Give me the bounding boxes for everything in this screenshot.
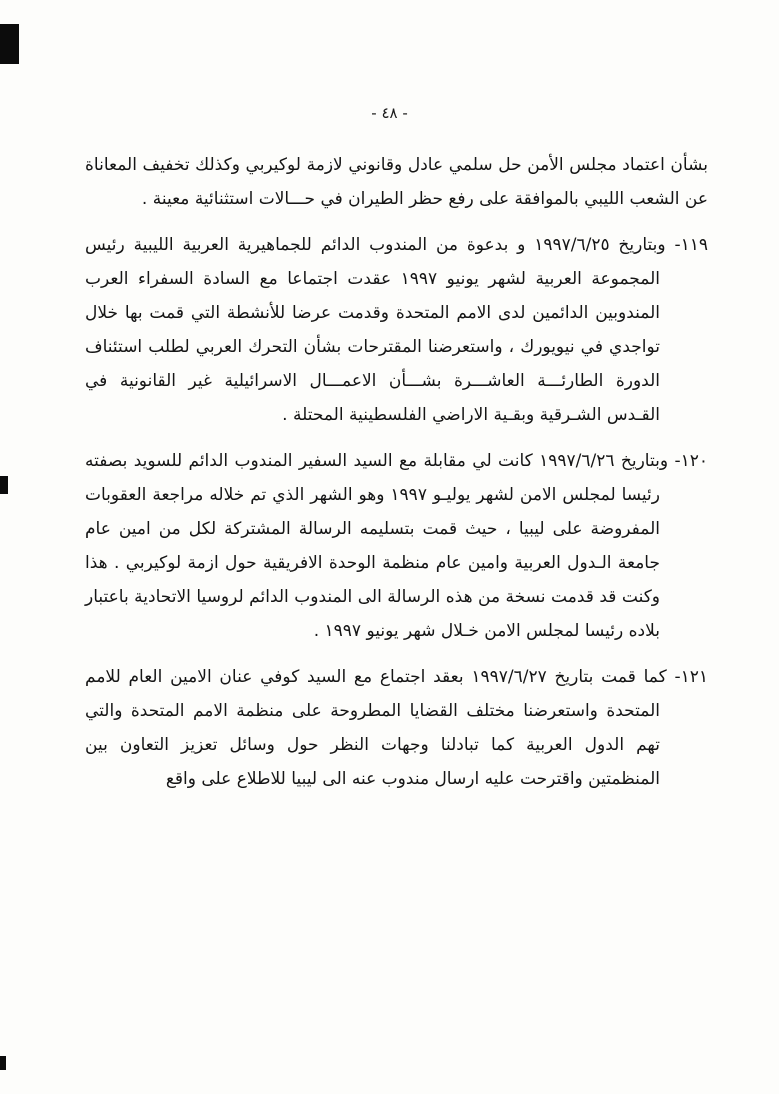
paragraph-text: بشأن اعتماد مجلس الأمن حل سلمي عادل وقانوني لازمة لوكيربي وكذلك تخفيف المعاناة عن الشعب الليبي بالموافقة على رفع حظر الطيران في حـــالات استثنائية معينة .	[85, 155, 708, 209]
page-number: - ٤٨ -	[371, 104, 408, 122]
paragraph-121	[85, 660, 708, 796]
scan-artifact	[0, 24, 19, 64]
scan-artifact	[0, 476, 8, 494]
paragraph-number: ١١٩-	[674, 235, 708, 255]
paragraph-number: ١٢١-	[674, 667, 708, 687]
paragraph-text: كما قمت بتاريخ ١٩٩٧/٦/٢٧ بعقد اجتماع مع السيد كوفي عنان الامين العام للامم المتحدة واستعرضنا مختلف القضايا المطروحة على منظمة الامم المتحدة والتي تهم الدول العربية كما تبادلنا وجهات النظر حول وسائل تعزيز التعاون بين المنظمتين واقترحت عليه ارسال مندوب عنه الى ليبيا للاطلاع على واقع	[85, 667, 667, 789]
paragraph-119	[85, 228, 708, 432]
document-body	[85, 148, 708, 808]
paragraph-continuation	[85, 148, 708, 216]
paragraph-text: وبتاريخ ١٩٩٧/٦/٢٥ و بدعوة من المندوب الدائم للجماهيرية العربية الليبية رئيس المجموعة العربية لشهر يونيو ١٩٩٧ عقدت اجتماعا مع السادة السفراء العرب المندوبين الدائمين لدى الامم المتحدة وقدمت عرضا للأنشطة التي قمت بها خلال تواجدي في نيويورك ، واستعرضنا المقترحات بشأن التحرك العربي لطلب استئناف الدورة الطارئـــة العاشـــرة بشـــأن الاعمـــال الاسرائيلية غير القانونية في القـدس الشـرقية وبقـية الاراضي الفلسطينية المحتلة .	[85, 235, 666, 425]
paragraph-number: ١٢٠-	[674, 451, 709, 471]
scan-artifact	[0, 1056, 6, 1070]
paragraph-120	[85, 444, 708, 648]
paragraph-text: وبتاريخ ١٩٩٧/٦/٢٦ كانت لي مقابلة مع السيد السفير المندوب الدائم للسويد بصفته رئيسا لمجلس الامن لشهر يوليـو ١٩٩٧ وهو الشهر الذي تم خلاله مراجعة العقوبات المفروضة على ليبيا ، حيث قمت بتسليمه الرسالة المشتركة لكل من امين عام جامعة الـدول العربية وامين عام منظمة الوحدة الافريقية حول ازمة لوكيربي . هذا وكنت قد قدمت نسخة من هذه الرسالة الى المندوب الدائم لروسيا الاتحادية باعتبار بلاده رئيسا لمجلس الامن خـلال شهر يونيو ١٩٩٧ .	[85, 451, 669, 641]
